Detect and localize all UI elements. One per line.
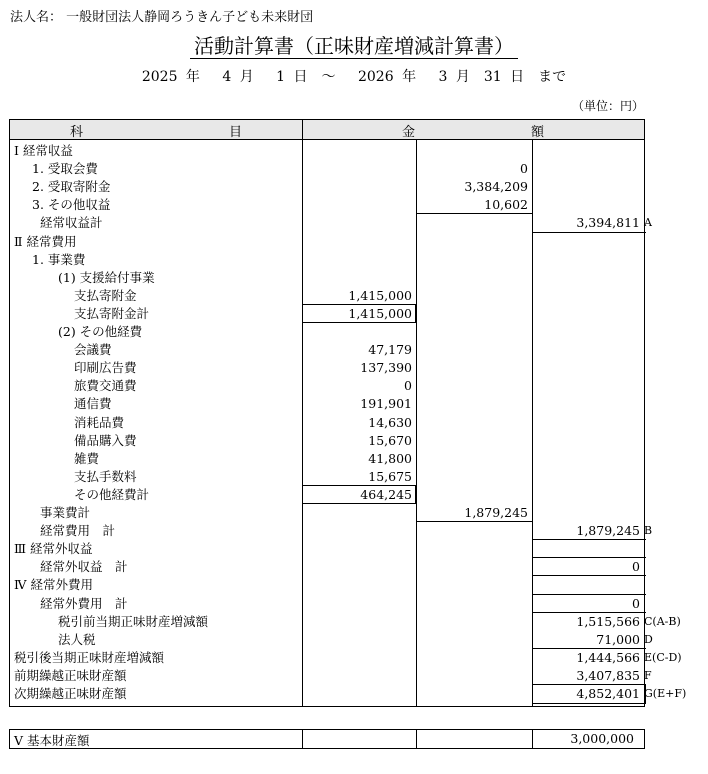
row-note: A — [644, 216, 652, 230]
table-row — [10, 432, 708, 450]
basic-assets-label: Ⅴ 基本財産額 — [14, 733, 90, 748]
table-row — [10, 287, 708, 305]
row-label: (2) その他経費 — [58, 324, 143, 339]
column-divider — [416, 730, 417, 748]
row-amount: 3,407,835 — [576, 667, 640, 683]
row-label: 備品購入費 — [74, 432, 137, 448]
row-note: E(C-D) — [644, 650, 682, 664]
row-label: 税引前当期正味財産増減額 — [58, 613, 209, 629]
row-amount: 14,630 — [368, 414, 412, 430]
row-amount: 191,901 — [360, 396, 412, 412]
row-amount: 1,879,245 — [464, 505, 528, 520]
table-row — [10, 359, 708, 377]
row-note: B — [644, 524, 653, 538]
document-title-text: 活動計算書（正味財産増減計算書） — [190, 34, 518, 59]
organization-name: 法人名： 一般財団法人静岡ろうきん子ども未来財団 — [10, 10, 314, 25]
table-row — [10, 233, 708, 251]
row-note: F — [644, 668, 652, 682]
row-amount: 3,394,811 — [576, 215, 640, 231]
table-row — [10, 667, 708, 685]
row-label: 旅費交通費 — [74, 378, 137, 394]
row-amount: 47,179 — [368, 342, 412, 358]
row-label: 経常費用 計 — [40, 523, 116, 539]
row-amount: 1,415,000 — [348, 287, 412, 303]
row-label: 1. 受取会費 — [32, 161, 98, 177]
table-row — [10, 613, 708, 631]
row-label: 2. 受取寄附金 — [32, 179, 111, 195]
table-row — [10, 649, 708, 667]
table-row — [10, 142, 708, 160]
subtotal-box — [302, 304, 416, 323]
unit-label: （単位：円） — [571, 99, 644, 113]
document-title — [0, 30, 708, 59]
table-row — [10, 377, 708, 395]
subtotal-box — [302, 485, 416, 504]
subtotal-rule — [532, 648, 646, 649]
row-label: 税引後当期正味財産増減額 — [14, 649, 165, 665]
row-amount: 0 — [632, 559, 640, 575]
table-row — [10, 576, 708, 594]
row-amount: 464,245 — [360, 486, 412, 502]
subject-column-header: 科 目 — [69, 125, 282, 140]
row-label: 印刷広告費 — [74, 360, 137, 376]
table-row — [10, 251, 708, 269]
subtotal-rule — [532, 557, 646, 558]
table-row — [10, 395, 708, 413]
row-note: C(A-B) — [644, 614, 681, 628]
table-row — [10, 196, 708, 214]
row-label: 雑費 — [74, 450, 100, 466]
fiscal-period: 2025 年 4 月 1 日 ～ 2026 年 3 月 31 日 まで — [141, 69, 567, 85]
row-label: 支払寄附金計 — [74, 305, 150, 321]
row-amount: 1,879,245 — [576, 523, 640, 539]
row-amount: 1,444,566 — [576, 649, 640, 665]
row-label: 経常外収益 計 — [40, 559, 128, 575]
row-amount: 71,000 — [596, 631, 640, 647]
basic-assets-row — [9, 729, 645, 749]
row-label: 次期繰越正味財産額 — [14, 686, 127, 701]
table-row — [10, 504, 708, 522]
row-label: 3. その他収益 — [32, 197, 111, 213]
row-label: 会議費 — [74, 342, 112, 358]
row-amount: 1,415,000 — [348, 305, 412, 321]
row-label: 通信費 — [74, 396, 112, 412]
table-row — [10, 269, 708, 287]
table-row — [10, 214, 708, 232]
row-amount: 10,602 — [484, 197, 528, 213]
subtotal-rule — [416, 521, 532, 522]
table-row — [10, 341, 708, 359]
row-amount: 4,852,401 — [576, 686, 640, 701]
row-label: 経常外費用 計 — [40, 595, 128, 611]
subtotal-rule — [532, 594, 646, 595]
table-header — [10, 120, 644, 140]
row-label: 経常収益計 — [40, 215, 103, 231]
row-label: 支払寄附金 — [74, 287, 137, 303]
subtotal-rule — [416, 213, 532, 214]
row-note: G(E+F) — [644, 687, 687, 700]
row-label: 消耗品費 — [74, 414, 125, 430]
row-label: 支払手数料 — [74, 468, 137, 484]
row-label: (1) 支援給付事業 — [58, 269, 155, 285]
table-row — [10, 160, 708, 178]
row-label: 法人税 — [58, 631, 96, 647]
table-row — [10, 522, 708, 540]
row-label: 事業費計 — [40, 505, 91, 520]
row-label: その他経費計 — [74, 486, 150, 502]
subtotal-rule — [532, 612, 646, 613]
subtotal-rule — [532, 539, 646, 540]
table-row — [10, 178, 708, 196]
row-label: 前期繰越正味財産額 — [14, 667, 127, 683]
basic-assets-value: 3,000,000 — [570, 731, 634, 746]
table-row — [10, 595, 708, 613]
table-row — [10, 414, 708, 432]
column-divider — [302, 730, 303, 748]
row-amount: 15,675 — [368, 468, 412, 484]
table-row — [10, 450, 708, 468]
row-amount: 0 — [632, 595, 640, 611]
row-amount: 1,515,566 — [576, 613, 640, 629]
row-note: D — [644, 632, 653, 646]
row-label: Ⅳ 経常外費用 — [14, 577, 93, 593]
row-amount: 3,384,209 — [464, 179, 528, 195]
table-row — [10, 323, 708, 341]
statement-table — [9, 119, 687, 707]
row-label: Ⅰ 経常収益 — [14, 143, 73, 158]
row-amount: 137,390 — [360, 360, 412, 376]
grand-total-box — [532, 684, 646, 704]
row-amount: 0 — [404, 378, 412, 394]
row-amount: 15,670 — [368, 432, 412, 448]
amount-column-header: 金 額 — [401, 125, 574, 140]
row-amount: 0 — [520, 161, 528, 177]
table-row — [10, 558, 708, 576]
subtotal-rule — [532, 232, 646, 233]
table-row — [10, 631, 708, 649]
table-row — [10, 540, 708, 558]
table-row — [10, 468, 708, 486]
row-label: Ⅲ 経常外収益 — [14, 541, 93, 557]
row-label: Ⅱ 経常費用 — [14, 233, 77, 249]
row-amount: 41,800 — [368, 450, 412, 466]
subtotal-rule — [532, 575, 646, 576]
row-label: 1. 事業費 — [32, 251, 86, 267]
